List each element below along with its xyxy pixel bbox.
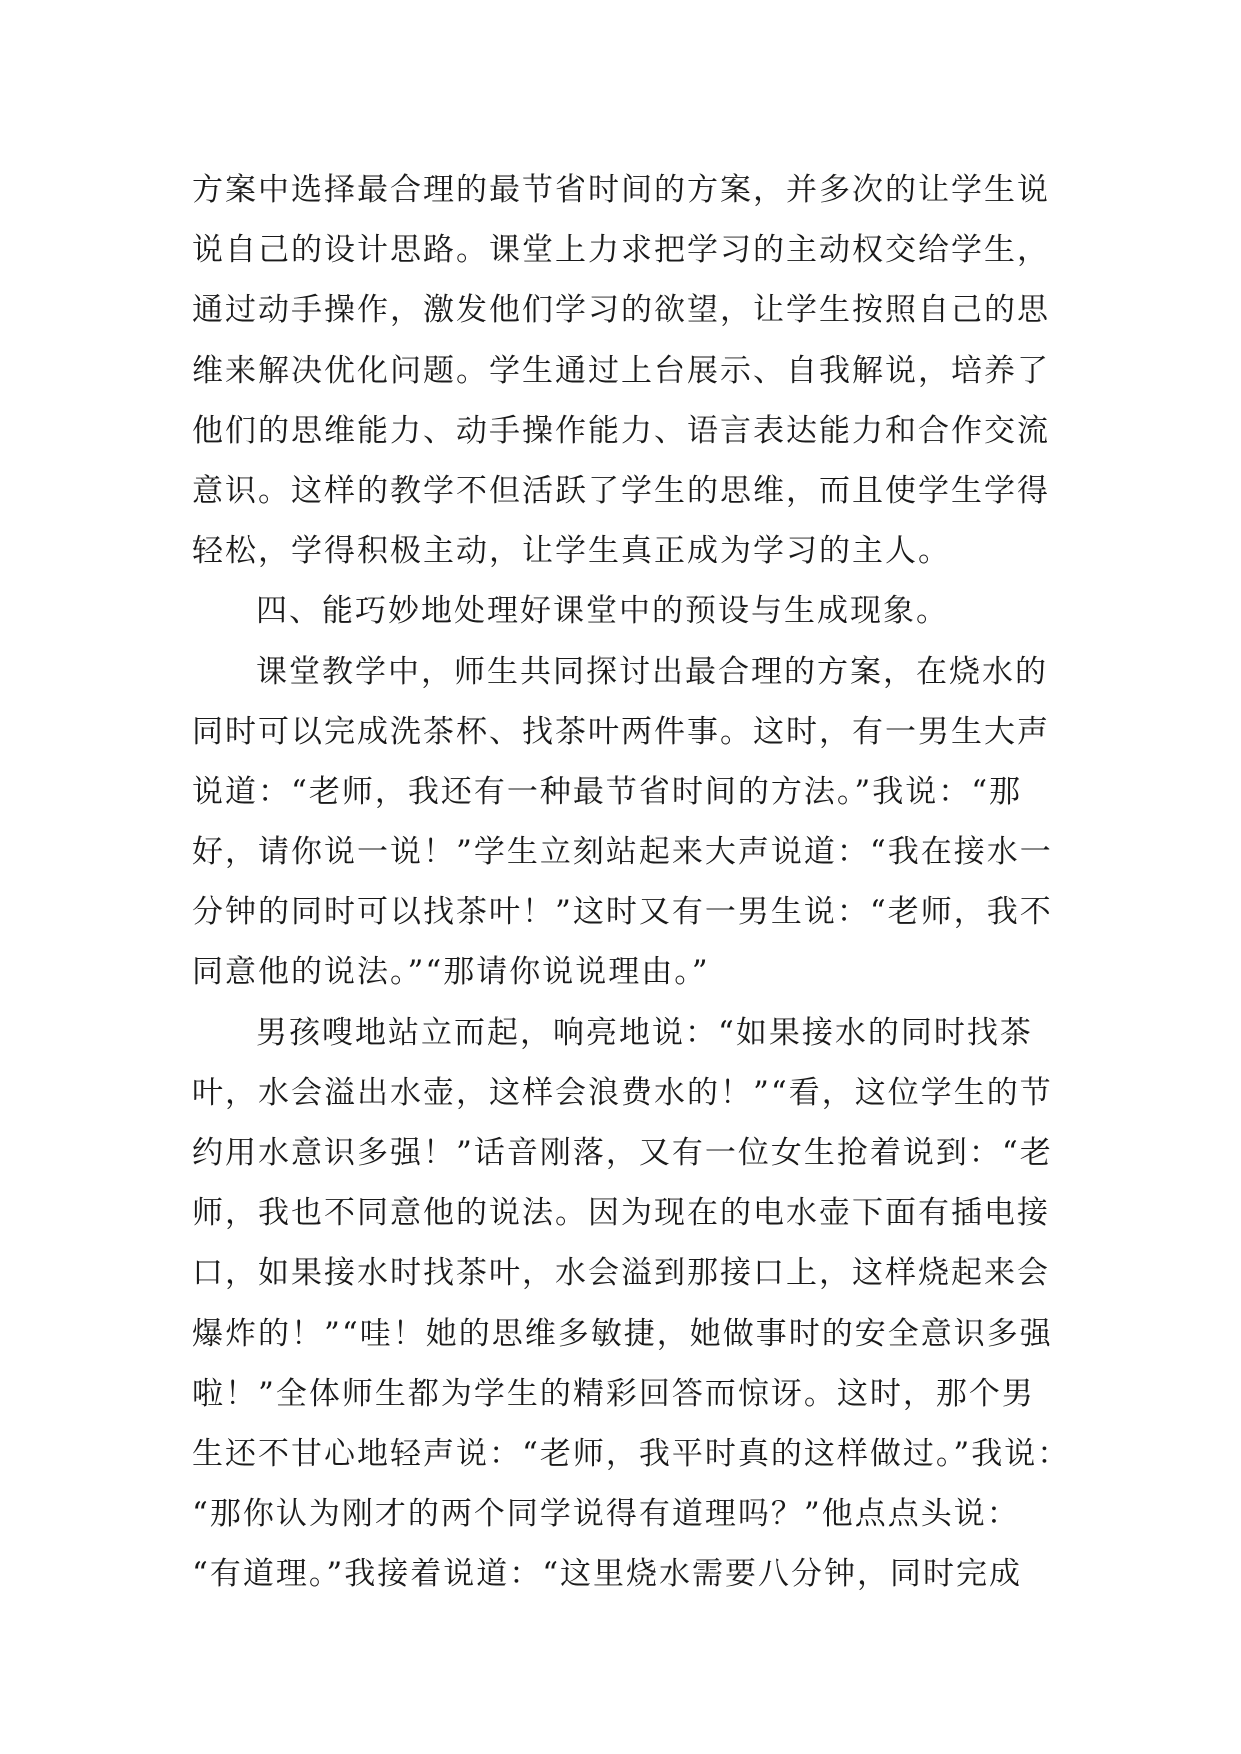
text-line: 生还不甘心地轻声说：“老师，我平时真的这样做过。”我说： (192, 1435, 1071, 1472)
text-line: 同意他的说法。”“那请你说说理由。” (192, 954, 710, 991)
text-line: 课堂教学中，师生共同探讨出最合理的方案，在烧水的 (256, 653, 1048, 690)
text-line: “有道理。”我接着说道：“这里烧水需要八分钟，同时完成 (192, 1556, 1023, 1593)
text-line: 师，我也不同意他的说法。因为现在的电水壶下面有插电接 (192, 1195, 1050, 1232)
text-line: 啦！”全体师生都为学生的精彩回答而惊讶。这时，那个男 (192, 1375, 1035, 1412)
text-line: 约用水意识多强！”话音刚落，又有一位女生抢着说到：“老 (192, 1135, 1053, 1171)
text-line: 分钟的同时可以找茶叶！”这时又有一男生说：“老师，我不 (192, 894, 1053, 931)
text-line: 好，请你说一说！”学生立刻站起来大声说道：“我在接水一 (192, 834, 1053, 871)
text-line: 他们的思维能力、动手操作能力、语言表达能力和合作交流 (192, 412, 1050, 449)
text-line: 爆炸的！”“哇！她的思维多敏捷，她做事时的安全意识多强 (192, 1315, 1053, 1352)
text-line: 男孩嗖地站立而起，响亮地说：“如果接水的同时找茶 (256, 1014, 1033, 1051)
text-line: 意识。这样的教学不但活跃了学生的思维，而且使学生学得 (192, 472, 1050, 509)
text-line: 说自己的设计思路。课堂上力求把学习的主动权交给学生， (192, 232, 1050, 269)
text-line: 叶，水会溢出水壶，这样会浪费水的！”“看，这位学生的节 (192, 1074, 1053, 1111)
text-line: “那你认为刚才的两个同学说得有道理吗？”他点点头说： (192, 1496, 1020, 1533)
text-line: 口，如果接水时找茶叶，水会溢到那接口上，这样烧起来会 (192, 1255, 1050, 1292)
text-line: 通过动手操作，激发他们学习的欲望，让学生按照自己的思 (192, 292, 1050, 329)
text-line: 轻松，学得积极主动，让学生真正成为学习的主人。 (192, 533, 951, 570)
section-heading: 四、能巧妙地处理好课堂中的预设与生成现象。 (256, 593, 949, 630)
text-line: 同时可以完成洗茶杯、找茶叶两件事。这时，有一男生大声 (192, 713, 1050, 750)
text-line: 方案中选择最合理的最节省时间的方案，并多次的让学生说 (192, 172, 1050, 208)
body-text (192, 160, 1071, 1605)
text-line: 维来解决优化问题。学生通过上台展示、自我解说，培养了 (192, 352, 1050, 389)
text-line: 说道：“老师，我还有一种最节省时间的方法。”我说：“那 (192, 773, 1023, 810)
